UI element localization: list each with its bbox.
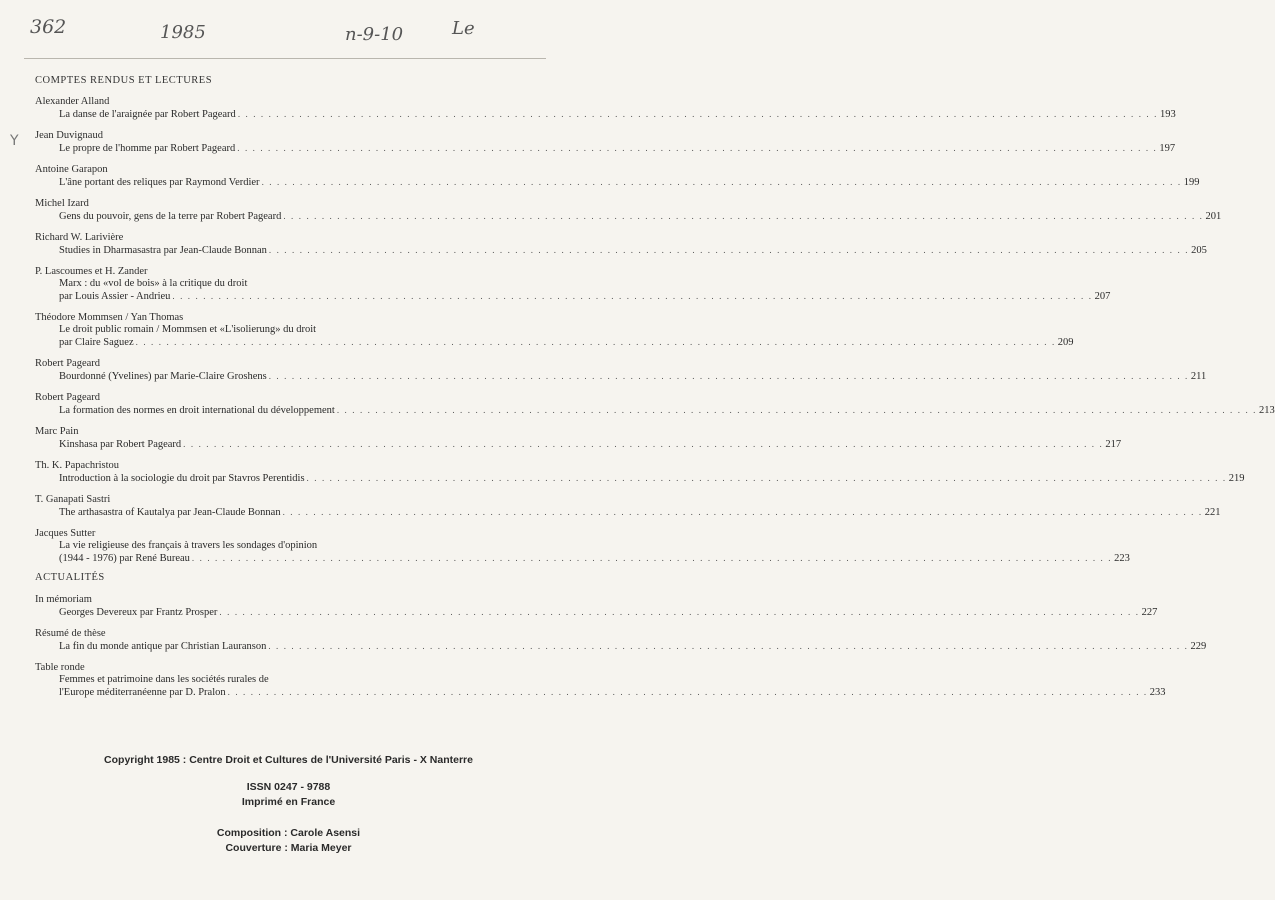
toc-entry-page-number: 193 xyxy=(1159,109,1176,120)
toc-entry-page-number: 219 xyxy=(1228,473,1245,484)
toc-entry-title-line xyxy=(35,324,517,336)
printed-in-line: Imprimé en France xyxy=(241,796,336,808)
toc-entry-title-line xyxy=(35,674,517,686)
toc-entry-page-number: 197 xyxy=(1159,143,1176,154)
toc-entry xyxy=(35,266,1111,303)
toc-entry xyxy=(35,460,1245,485)
toc-entry-page-number: 227 xyxy=(1141,607,1158,618)
toc-entry-title-line xyxy=(35,472,1245,485)
toc-entry xyxy=(35,392,1275,417)
toc-entry-author: Michel Izard xyxy=(35,198,89,209)
toc-entry-title-line xyxy=(35,404,1275,417)
toc-entry-author: Robert Pageard xyxy=(35,392,101,403)
toc-entry-title: Introduction à la sociologie du droit par Stavros Perentidis xyxy=(59,473,305,484)
toc-entry-author: Jacques Sutter xyxy=(35,528,96,539)
toc-entry-page-number: 199 xyxy=(1183,177,1200,188)
toc-entry-title-line xyxy=(35,640,1207,653)
dot-leader: . . . . . . . . . . . . . . . . . . . . . . . . . . . . . . . . . . . . . . . . . . . . . . . . . . . . . . . . . . . . . . . . . . . . . . . . . . . . . . . . . . . . . . . . . . . . . . . . . . . . . . . . . . . . . . . . . . . . . . . . xyxy=(237,109,1158,119)
toc-entry-title-line xyxy=(35,540,517,552)
toc-entry xyxy=(35,164,1200,189)
toc-entry xyxy=(35,358,1207,383)
toc-entry-title-line xyxy=(35,606,1158,619)
toc-entry-title-line xyxy=(35,336,1074,349)
toc-entry-page-number: 233 xyxy=(1149,687,1166,698)
toc-entry-author: Antoine Garapon xyxy=(35,164,108,175)
dot-leader: . . . . . . . . . . . . . . . . . . . . . . . . . . . . . . . . . . . . . . . . . . . . . . . . . . . . . . . . . . . . . . . . . . . . . . . . . . . . . . . . . . . . . . . . . . . . . . . . . . . . . . . . . . . . . . . . . . . . . . . . xyxy=(268,245,1190,255)
toc-entry xyxy=(35,594,1158,619)
toc-entry-page-number: 209 xyxy=(1057,337,1074,348)
toc-entry-title-line xyxy=(35,552,1130,565)
handwritten-note-2: 1985 xyxy=(160,22,206,43)
margin-check-mark: Y xyxy=(10,133,19,149)
dot-leader: . . . . . . . . . . . . . . . . . . . . . . . . . . . . . . . . . . . . . . . . . . . . . . . . . . . . . . . . . . . . . . . . . . . . . . . . . . . . . . . . . . . . . . . . . . . . . . . . . . . . . . . . . . . . . . . . . . . . . . . . xyxy=(268,641,1189,651)
toc-entry-title: Marx : du «vol de bois» à la critique du droit xyxy=(59,278,248,289)
toc-entry-page-number: 205 xyxy=(1191,245,1207,256)
toc-entry xyxy=(35,426,1122,451)
handwritten-note-1: 362 xyxy=(30,16,67,38)
toc-entry xyxy=(35,628,1207,653)
dot-leader: . . . . . . . . . . . . . . . . . . . . . . . . . . . . . . . . . . . . . . . . . . . . . . . . . . . . . . . . . . . . . . . . . . . . . . . . . . . . . . . . . . . . . . . . . . . . . . . . . . . . . . . . . . . . . . . . . . . . . . . . xyxy=(306,473,1227,483)
toc-entry-page-number: 201 xyxy=(1205,211,1222,222)
toc-entry-page-number: 229 xyxy=(1190,641,1207,652)
toc-entry-title: Le droit public romain / Mommsen et «L'isolierung» du droit xyxy=(59,324,317,335)
toc-entry-page-number: 211 xyxy=(1190,371,1207,382)
toc-entry-title-line xyxy=(35,108,1176,121)
toc-entry-title-line xyxy=(35,438,1122,451)
toc-entry-title: (1944 - 1976) par René Bureau xyxy=(59,553,190,564)
dot-leader: . . . . . . . . . . . . . . . . . . . . . . . . . . . . . . . . . . . . . . . . . . . . . . . . . . . . . . . . . . . . . . . . . . . . . . . . . . . . . . . . . . . . . . . . . . . . . . . . . . . . . . . . . . . . . . . . . . . . . . . . xyxy=(172,291,1093,301)
comptes-rendus-list xyxy=(35,96,1275,574)
toc-entry-title: L'âne portant des reliques par Raymond Verdier xyxy=(59,177,260,188)
toc-entry-title: Le propre de l'homme par Robert Pageard xyxy=(59,143,236,154)
toc-entry-title: Bourdonné (Yvelines) par Marie-Claire Groshens xyxy=(59,371,267,382)
actualites-list xyxy=(35,594,1207,708)
handwritten-note-3: n-9-10 xyxy=(345,24,404,45)
toc-entry-title: La formation des normes en droit international du développement xyxy=(59,405,335,416)
toc-entry-author: Richard W. Larivière xyxy=(35,232,124,243)
toc-entry-title: Gens du pouvoir, gens de la terre par Robert Pageard xyxy=(59,211,282,222)
toc-entry xyxy=(35,232,1207,257)
issn-line: ISSN 0247 - 9788 xyxy=(246,781,331,793)
dot-leader: . . . . . . . . . . . . . . . . . . . . . . . . . . . . . . . . . . . . . . . . . . . . . . . . . . . . . . . . . . . . . . . . . . . . . . . . . . . . . . . . . . . . . . . . . . . . . . . . . . . . . . . . . . . . . . . . . . . . . . . . xyxy=(191,553,1113,563)
toc-entry-author: In mémoriam xyxy=(35,594,92,605)
dot-leader: . . . . . . . . . . . . . . . . . . . . . . . . . . . . . . . . . . . . . . . . . . . . . . . . . . . . . . . . . . . . . . . . . . . . . . . . . . . . . . . . . . . . . . . . . . . . . . . . . . . . . . . . . . . . . . . . . . . . . . . . xyxy=(336,405,1257,415)
toc-entry-title: La vie religieuse des français à travers les sondages d'opinion xyxy=(59,540,318,551)
toc-entry xyxy=(35,494,1221,519)
toc-entry-title-line xyxy=(35,210,1222,223)
dot-leader: . . . . . . . . . . . . . . . . . . . . . . . . . . . . . . . . . . . . . . . . . . . . . . . . . . . . . . . . . . . . . . . . . . . . . . . . . . . . . . . . . . . . . . . . . . . . . . . . . . . . . . . . . . . . . . . . . . . . . . . . xyxy=(135,337,1056,347)
toc-entry-page-number: 217 xyxy=(1105,439,1122,450)
toc-entry-author: Résumé de thèse xyxy=(35,628,106,639)
toc-entry-title: l'Europe méditerranéenne par D. Pralon xyxy=(59,687,226,698)
dot-leader: . . . . . . . . . . . . . . . . . . . . . . . . . . . . . . . . . . . . . . . . . . . . . . . . . . . . . . . . . . . . . . . . . . . . . . . . . . . . . . . . . . . . . . . . . . . . . . . . . . . . . . . . . . . . . . . . . . . . . . . . xyxy=(268,371,1189,381)
dot-leader: . . . . . . . . . . . . . . . . . . . . . . . . . . . . . . . . . . . . . . . . . . . . . . . . . . . . . . . . . . . . . . . . . . . . . . . . . . . . . . . . . . . . . . . . . . . . . . . . . . . . . . . . . . . . . . . . . . . . . . . . xyxy=(283,211,1204,221)
toc-entry-title-line xyxy=(35,142,1176,155)
toc-entry-author: Table ronde xyxy=(35,662,85,673)
toc-entry-title: Studies in Dharmasastra par Jean-Claude Bonnan xyxy=(59,245,267,256)
toc-entry xyxy=(35,198,1222,223)
dot-leader: . . . . . . . . . . . . . . . . . . . . . . . . . . . . . . . . . . . . . . . . . . . . . . . . . . . . . . . . . . . . . . . . . . . . . . . . . . . . . . . . . . . . . . . . . . . . . . . . . . . . . . . . . . . . . . . . . . . . . . . . xyxy=(261,177,1182,187)
toc-entry xyxy=(35,662,1166,699)
toc-entry-title-line xyxy=(35,686,1166,699)
toc-entry-author: Jean Duvignaud xyxy=(35,130,103,141)
toc-entry-title: par Louis Assier - Andrieu xyxy=(59,291,171,302)
toc-entry-author: P. Lascoumes et H. Zander xyxy=(35,266,148,277)
cover-credit: Couverture : Maria Meyer xyxy=(225,842,352,854)
toc-entry-page-number: 223 xyxy=(1114,553,1130,564)
toc-entry-title: The arthasastra of Kautalya par Jean-Claude Bonnan xyxy=(59,507,281,518)
toc-entry-title: Kinshasa par Robert Pageard xyxy=(59,439,182,450)
dot-leader: . . . . . . . . . . . . . . . . . . . . . . . . . . . . . . . . . . . . . . . . . . . . . . . . . . . . . . . . . . . . . . . . . . . . . . . . . . . . . . . . . . . . . . . . . . . . . . . . . . . . . . . . . . . . . . . . . . . . . . . . xyxy=(183,439,1104,449)
copyright-line: Copyright 1985 : Centre Droit et Cultures de l'Université Paris - X Nanterre xyxy=(104,754,473,766)
toc-entry-title-line xyxy=(35,290,1111,303)
toc-entry-title-line xyxy=(35,244,1207,257)
top-divider xyxy=(24,58,546,59)
toc-entry-title: La fin du monde antique par Christian Lauranson xyxy=(59,641,267,652)
section-title-comptes-rendus: COMPTES RENDUS ET LECTURES xyxy=(35,75,213,86)
toc-entry-author: Théodore Mommsen / Yan Thomas xyxy=(35,312,184,323)
toc-entry-author: Alexander Alland xyxy=(35,96,110,107)
toc-entry-title: par Claire Saguez xyxy=(59,337,134,348)
toc-entry xyxy=(35,312,1074,349)
toc-entry-title-line xyxy=(35,506,1221,519)
toc-entry-title: Femmes et patrimoine dans les sociétés rurales de xyxy=(59,674,269,685)
dot-leader: . . . . . . . . . . . . . . . . . . . . . . . . . . . . . . . . . . . . . . . . . . . . . . . . . . . . . . . . . . . . . . . . . . . . . . . . . . . . . . . . . . . . . . . . . . . . . . . . . . . . . . . . . . . . . . . . . . . . . . . . xyxy=(227,687,1148,697)
toc-entry-author: T. Ganapati Sastri xyxy=(35,494,111,505)
toc-entry-author: Robert Pageard xyxy=(35,358,101,369)
toc-entry-author: Marc Pain xyxy=(35,426,79,437)
dot-leader: . . . . . . . . . . . . . . . . . . . . . . . . . . . . . . . . . . . . . . . . . . . . . . . . . . . . . . . . . . . . . . . . . . . . . . . . . . . . . . . . . . . . . . . . . . . . . . . . . . . . . . . . . . . . . . . . . . . . . . . . xyxy=(237,143,1158,153)
toc-entry-title-line xyxy=(35,278,517,290)
toc-entry xyxy=(35,528,1130,565)
toc-entry-title: La danse de l'araignée par Robert Pageard xyxy=(59,109,236,120)
toc-entry xyxy=(35,96,1176,121)
toc-entry-title-line xyxy=(35,176,1200,189)
toc-entry-page-number: 221 xyxy=(1204,507,1221,518)
dot-leader: . . . . . . . . . . . . . . . . . . . . . . . . . . . . . . . . . . . . . . . . . . . . . . . . . . . . . . . . . . . . . . . . . . . . . . . . . . . . . . . . . . . . . . . . . . . . . . . . . . . . . . . . . . . . . . . . . . . . . . . . xyxy=(219,607,1140,617)
section-title-actualites: ACTUALITÉS xyxy=(35,572,105,583)
toc-entry-title-line xyxy=(35,370,1207,383)
toc-entry-page-number: 207 xyxy=(1094,291,1111,302)
dot-leader: . . . . . . . . . . . . . . . . . . . . . . . . . . . . . . . . . . . . . . . . . . . . . . . . . . . . . . . . . . . . . . . . . . . . . . . . . . . . . . . . . . . . . . . . . . . . . . . . . . . . . . . . . . . . . . . . . . . . . . . . xyxy=(282,507,1203,517)
toc-entry-title: Georges Devereux par Frantz Prosper xyxy=(59,607,218,618)
handwritten-note-4: Le xyxy=(452,18,475,39)
toc-entry-page-number: 213 xyxy=(1259,405,1275,416)
toc-entry-author: Th. K. Papachristou xyxy=(35,460,119,471)
composition-credit: Composition : Carole Asensi xyxy=(216,827,361,839)
toc-entry xyxy=(35,130,1176,155)
